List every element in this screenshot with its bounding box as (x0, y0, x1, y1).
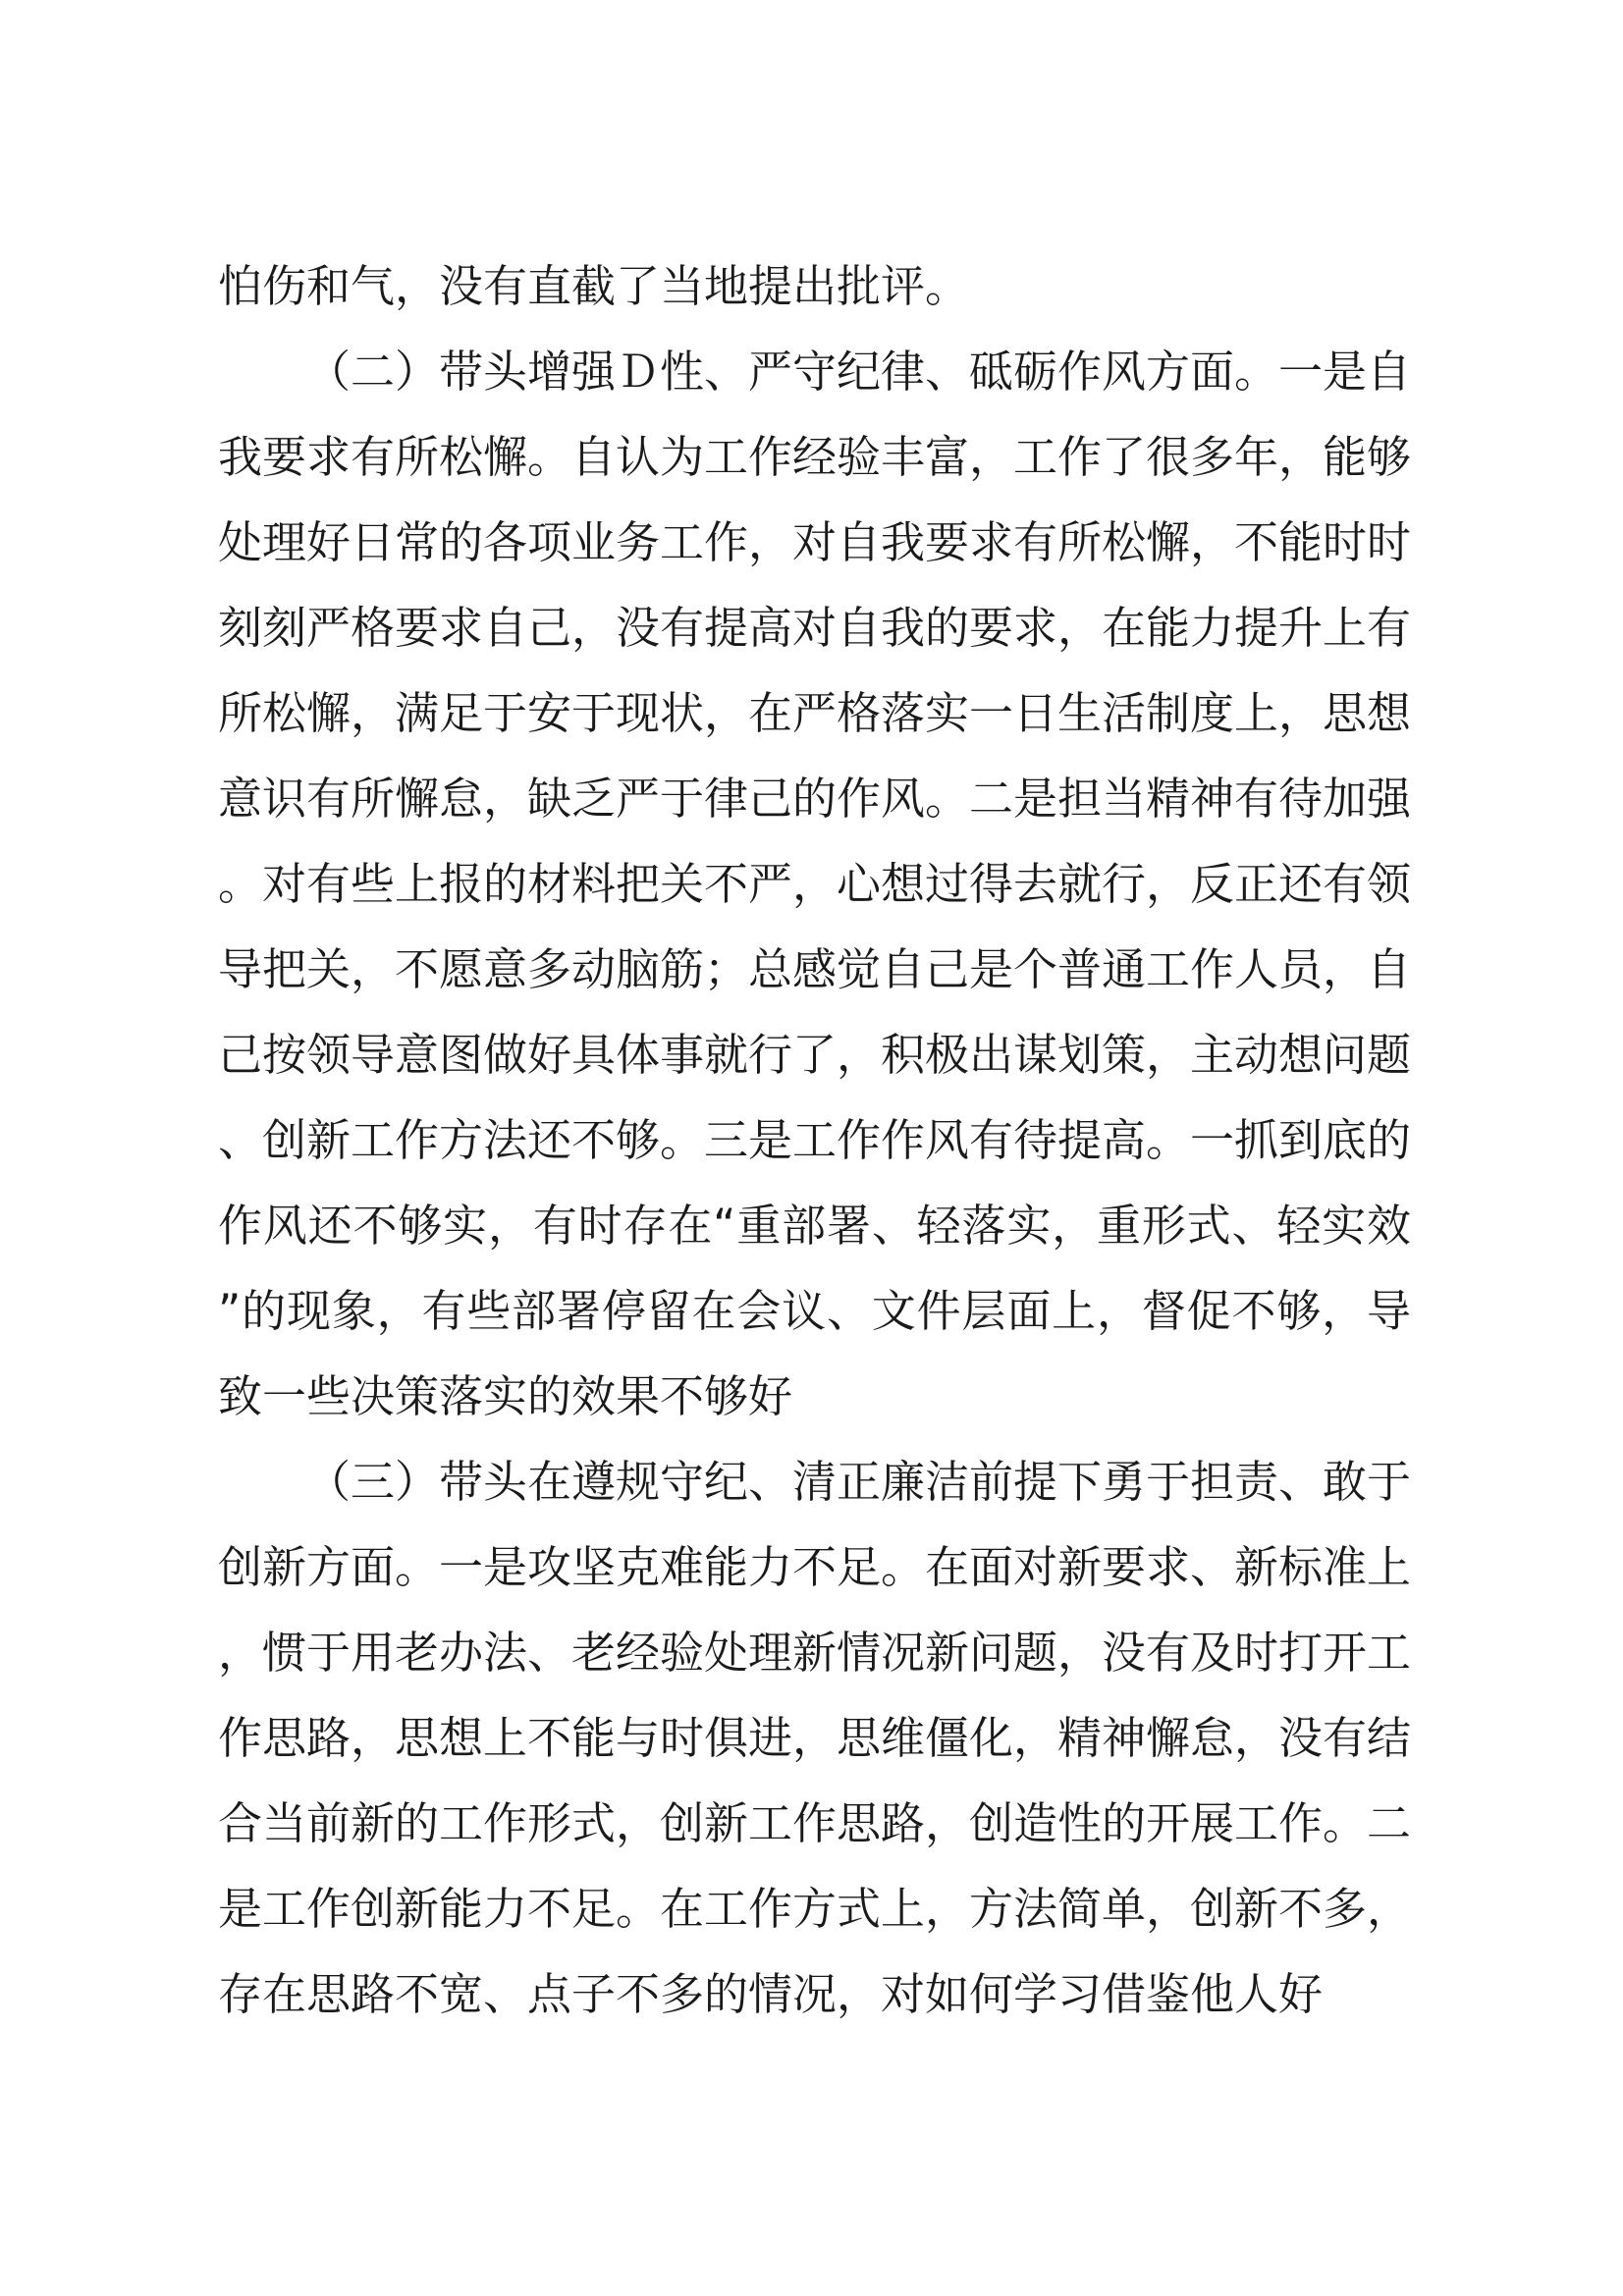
paragraph-section-two: （二）带头增强Ｄ性、严守纪律、砥砺作风方面。一是自我要求有所松懈。自认为工作经验丰富，工作了很多年，能够处理好日常的各项业务工作，对自我要求有所松懈，不能时时刻刻严格要求自己，没有提高对自我的要求，在能力提升上有所松懈，满足于安于现状，在严格落实一日生活制度上，思想意识有所懈怠，缺乏严于律己的作风。二是担当精神有待加强。对有些上报的材料把关不严，心想过得去就行，反正还有领导把关，不愿意多动脑筋；总感觉自己是个普通工作人员，自己按领导意图做好具体事就行了，积极出谋划策，主动想问题、创新工作方法还不够。三是工作作风有待提高。一抓到底的作风还不够实，有时存在“重部署、轻落实，重形式、轻实效”的现象，有些部署停留在会议、文件层面上，督促不够，导致一些决策落实的效果不够好 (218, 346, 1412, 1422)
document-body (218, 243, 1411, 2037)
paragraph-continuation: 怕伤和气，没有直截了当地提出批评。 (218, 260, 970, 312)
paragraph-section-three: （三）带头在遵规守纪、清正廉洁前提下勇于担责、敢于创新方面。一是攻坚克难能力不足。在面对新要求、新标准上，惯于用老办法、老经验处理新情况新问题，没有及时打开工作思路，思想上不能与时俱进，思维僵化，精神懈怠，没有结合当前新的工作形式，创新工作思路，创造性的开展工作。二是工作创新能力不足。在工作方式上，方法简单，创新不多，存在思路不宽、点子不多的情况，对如何学习借鉴他人好 (218, 1456, 1412, 2020)
